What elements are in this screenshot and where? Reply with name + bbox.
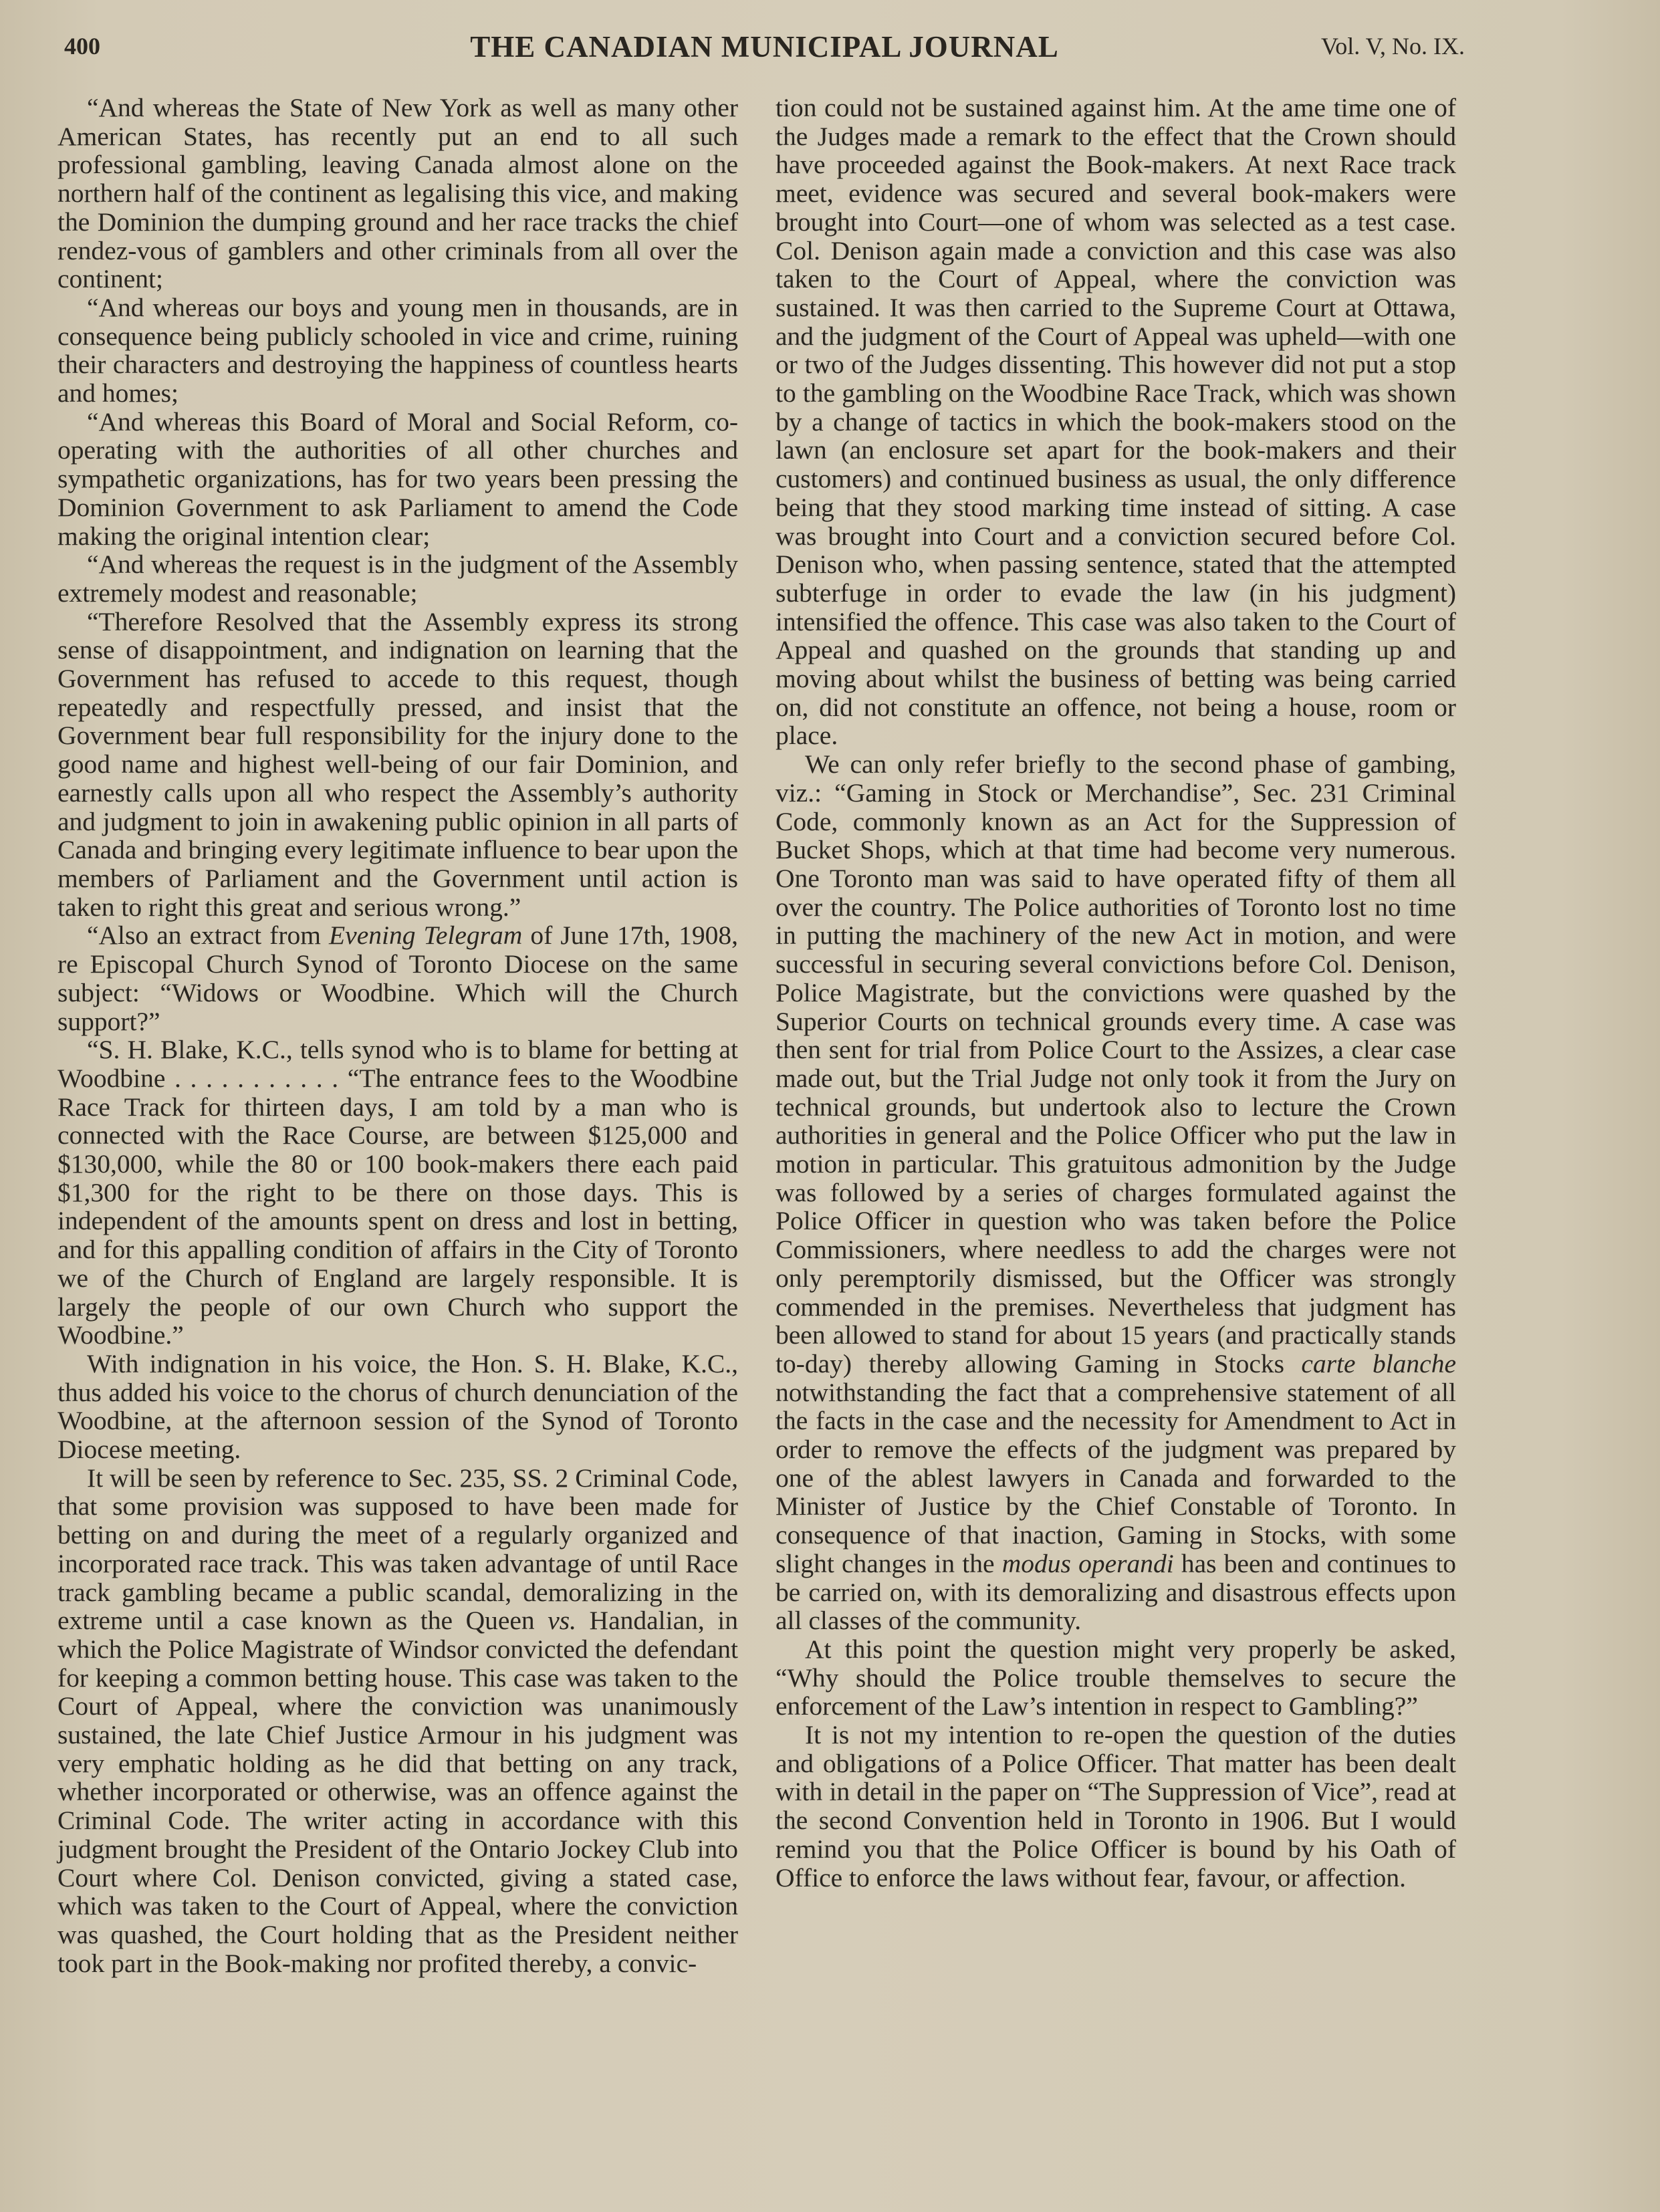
paragraph: “S. H. Blake, K.C., tells synod who is to blame for betting at Woodbine . . . . . . . . . . . “The entrance fees to the Woodbine Race Track for thirteen days, I am told by a man who is connected with the Race Course, are between $125,000 and $130,000, while the 80 or 100 book-makers there each paid $1,300 for the right to be there on those days. This is independent of the amounts spent on dress and lost in betting, and for this appalling condition of affairs in the City of Toronto we of the Church of England are largely responsible. It is largely the people of our own Church who support the Woodbine.” <box>57 1035 738 1350</box>
volume-issue: Vol. V, No. IX. <box>1320 33 1465 59</box>
page-number: 400 <box>64 33 100 59</box>
journal-title: THE CANADIAN MUNICIPAL JOURNAL <box>470 30 1059 64</box>
right-column <box>776 94 1456 1892</box>
paragraph: “Also an extract from Evening Telegram of June 17th, 1908, re Episcopal Church Synod of Toronto Diocese on the same subject: “Widows or Woodbine. Which will the Church support?” <box>57 920 738 1036</box>
paragraph: “And whereas our boys and young men in thousands, are in consequence being publicly schooled in vice and crime, ruining their characters and destroying the happiness of countless hearts and homes; <box>57 292 738 408</box>
paragraph: With indignation in his voice, the Hon. S. H. Blake, K.C., thus added his voice to the chorus of church denunciation of the Woodbine, at the afternoon session of the Synod of Toronto Diocese meeting. <box>57 1348 738 1465</box>
paragraph: It is not my intention to re-open the question of the duties and obligations of a Police Officer. That matter has been dealt with in detail in the paper on “The Suppression of Vice”, read at the second Convention held in Toronto in 1906. But I would remind you that the Police Officer is bound by his Oath of Office to enforce the laws without fear, favour, or affection. <box>776 1720 1456 1892</box>
paragraph: tion could not be sustained against him. At the ame time one of the Judges made a remark to the effect that the Crown should have proceeded against the Book-makers. At next Race track meet, evidence was secured and several book-makers were brought into Court—one of whom was selected as a test case. Col. Denison again made a conviction and this case was also taken to the Court of Appeal, where the conviction was sustained. It was then carried to the Supreme Court at Ottawa, and the judgment of the Court of Appeal was upheld—with one or two of the Judges dissenting. This however did not put a stop to the gambling on the Woodbine Race Track, which was shown by a change of tactics in which the book-makers stood on the lawn (an enclosure set apart for the book-makers and their customers) and continued business as usual, the only difference being that they stood marking time instead of sitting. A case was brought into Court and a conviction secured before Col. Denison who, when passing sentence, stated that the attempted subterfuge in order to evade the law (in his judgment) intensified the offence. This case was also taken to the Court of Appeal and quashed on the grounds that standing up and moving about whilst the business of betting was being carried on, did not constitute an offence, not being a house, room or place. <box>776 93 1456 751</box>
paragraph: “And whereas the request is in the judgment of the Assembly extremely modest and reasonable; <box>57 549 738 608</box>
left-column <box>57 94 738 1977</box>
paragraph: “And whereas the State of New York as well as many other American States, has recently put an end to all such professional gambling, leaving Canada almost alone on the northern half of the continent as legalising this vice, and making the Dominion the dumping ground and her race tracks the chief rendez-vous of gamblers and other criminals from all over the continent; <box>57 93 738 294</box>
paragraph: At this point the question might very properly be asked, “Why should the Police trouble themselves to secure the enforcement of the Law’s intention in respect to Gambling?” <box>776 1634 1456 1721</box>
paragraph: “And whereas this Board of Moral and Social Reform, co-operating with the authorities of all other churches and sympathetic organizations, has for two years been pressing the Dominion Government to ask Parliament to amend the Code making the original intention clear; <box>57 406 738 551</box>
page-header <box>64 27 1465 74</box>
paragraph: It will be seen by reference to Sec. 235, SS. 2 Criminal Code, that some provision was supposed to have been made for betting on and during the meet of a regularly organized and incorporated race track. This was taken advantage of until Race track gambling became a public scandal, demoralizing in the extreme until a case known as the Queen vs. Handalian, in which the Police Magistrate of Windsor convicted the defendant for keeping a common betting house. This case was taken to the Court of Appeal, where the conviction was unanimously sustained, the late Chief Justice Armour in his judgment was very emphatic holding as he did that betting on any track, whether incorporated or otherwise, was an offence against the Criminal Code. The writer acting in accordance with this judgment brought the President of the Ontario Jockey Club into Court where Col. Denison convicted, giving a stated case, which was taken to the Court of Appeal, where the conviction was quashed, the Court holding that as the President neither took part in the Book-making nor profited thereby, a convic- <box>57 1463 738 1978</box>
paragraph: “Therefore Resolved that the Assembly express its strong sense of disappointment, and indignation on learning that the Government has refused to accede to this request, though repeatedly and respectfully pressed, and insist that the Government bear full responsibility for the injury done to the good name and highest well-being of our fair Dominion, and earnestly calls upon all who respect the Assembly’s authority and judgment to join in awakening public opinion in all parts of Canada and bringing every legitimate influence to bear upon the members of Parliament and the Government until action is taken to right this great and serious wrong.” <box>57 606 738 922</box>
paragraph: We can only refer briefly to the second phase of gambing, viz.: “Gaming in Stock or Merchandise”, Sec. 231 Criminal Code, commonly known as an Act for the Suppression of Bucket Shops, which at that time had become very numerous. One Toronto man was said to have operated fifty of them all over the country. The Police authorities of Toronto lost no time in putting the machinery of the new Act in motion, and were successful in securing several convictions before Col. Denison, Police Magistrate, but the convictions were quashed by the Superior Courts on technical grounds every time. A case was then sent for trial from Police Court to the Assizes, a clear case made out, but the Trial Judge not only took it from the Jury on technical grounds, but undertook also to lecture the Crown authorities in general and the Police Officer who put the law in motion in particular. This gratuitous admonition by the Judge was followed by a series of charges formulated against the Police Officer in question who was taken before the Police Commissioners, where needless to add the charges were not only peremptorily dismissed, but the Officer was strongly commended in the premises. Nevertheless that judgment has been allowed to stand for about 15 years (and practically stands to-day) thereby allowing Gaming in Stocks carte blanche notwithstanding the fact that a comprehensive statement of all the facts in the case and the necessity for Amendment to Act in order to remove the effects of the judgment was prepared by one of the ablest lawyers in Canada and forwarded to the Minister of Justice by the Chief Constable of Toronto. In consequence of that inaction, Gaming in Stocks, with some slight changes in the modus operandi has been and continues to be carried on, with its demoralizing and disastrous effects upon all classes of the community. <box>776 749 1457 1636</box>
